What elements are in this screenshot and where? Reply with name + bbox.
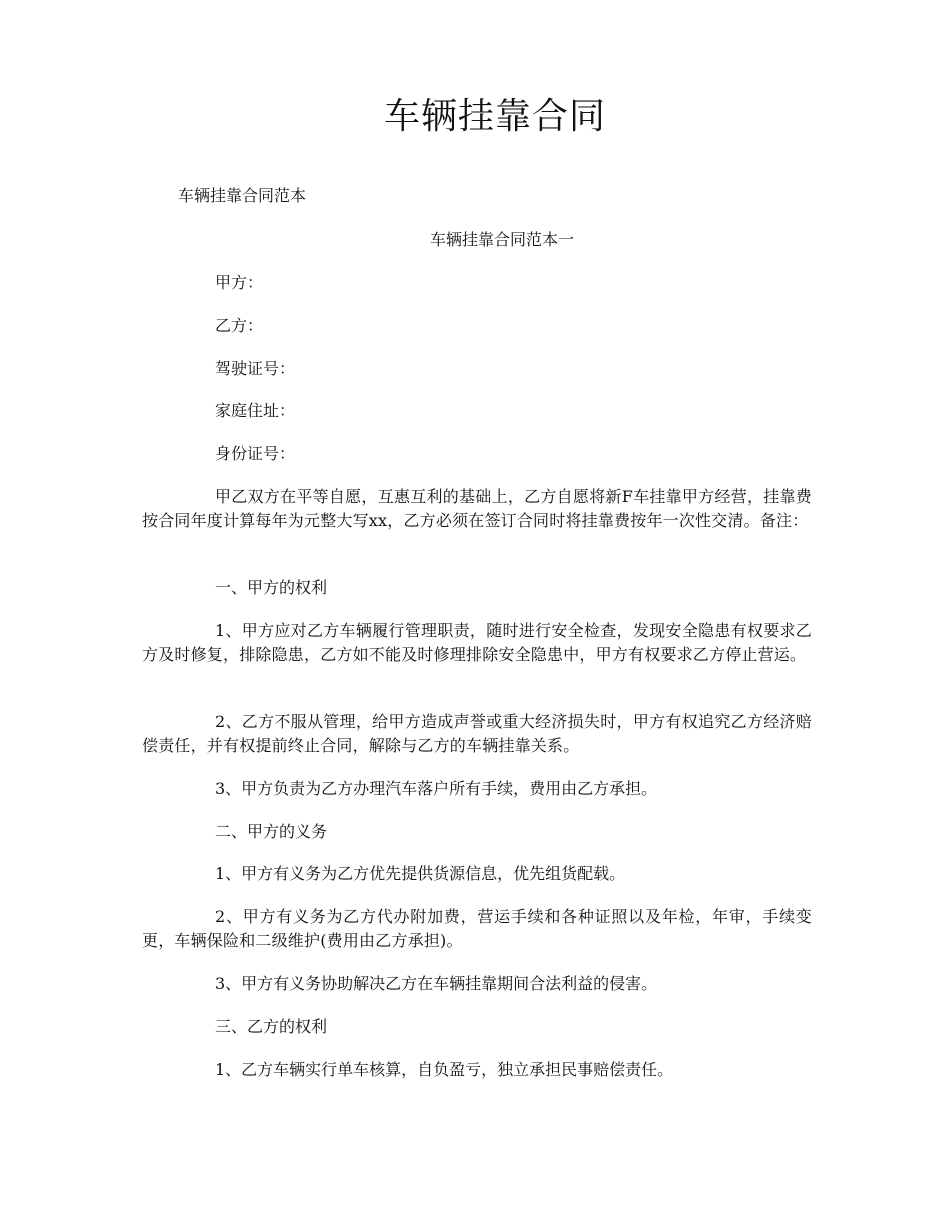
clause-paragraph: 2、甲方有义务为乙方代办附加费，营运手续和各种证照以及年检，年审，手续变更，车辆保险和二级维护(费用由乙方承担)。 — [142, 907, 812, 950]
document-subtitle: 车辆挂靠合同范本 — [178, 186, 307, 205]
section-heading: 三、乙方的权利 — [215, 1017, 328, 1036]
clause-paragraph: 3、甲方负责为乙方办理汽车落户所有手续，费用由乙方承担。 — [215, 779, 658, 798]
intro-paragraph: 甲乙双方在平等自愿，互惠互利的基础上，乙方自愿将新F车挂靠甲方经营，挂靠费按合同年度计算每年为元整大写xx，乙方必须在签订合同时将挂靠费按年一次性交清。备注： — [142, 487, 812, 530]
clause-paragraph: 1、甲方应对乙方车辆履行管理职责，随时进行安全检查，发现安全隐患有权要求乙方及时修复，排除隐患，乙方如不能及时修理排除安全隐患中，甲方有权要求乙方停止营运。 — [142, 621, 812, 664]
clause-paragraph: 2、乙方不服从管理，给甲方造成声誉或重大经济损失时，甲方有权追究乙方经济赔偿责任，并有权提前终止合同，解除与乙方的车辆挂靠关系。 — [142, 712, 812, 755]
address-field: 家庭住址： — [215, 401, 296, 420]
clause-paragraph: 1、甲方有义务为乙方优先提供货源信息，优先组货配载。 — [215, 864, 626, 883]
clause-paragraph: 1、乙方车辆实行单车核算，自负盈亏，独立承担民事赔偿责任。 — [215, 1060, 674, 1079]
party-b-field: 乙方： — [215, 316, 264, 335]
section-heading: 二、甲方的义务 — [215, 822, 328, 841]
party-a-field: 甲方： — [215, 273, 264, 292]
id-number-field: 身份证号： — [215, 444, 296, 463]
document-title: 车辆挂靠合同 — [383, 96, 606, 137]
clause-paragraph: 3、甲方有义务协助解决乙方在车辆挂靠期间合法利益的侵害。 — [215, 974, 658, 993]
section-heading: 一、甲方的权利 — [215, 578, 328, 597]
section-title: 车辆挂靠合同范本一 — [430, 230, 575, 249]
license-field: 驾驶证号： — [215, 359, 296, 378]
